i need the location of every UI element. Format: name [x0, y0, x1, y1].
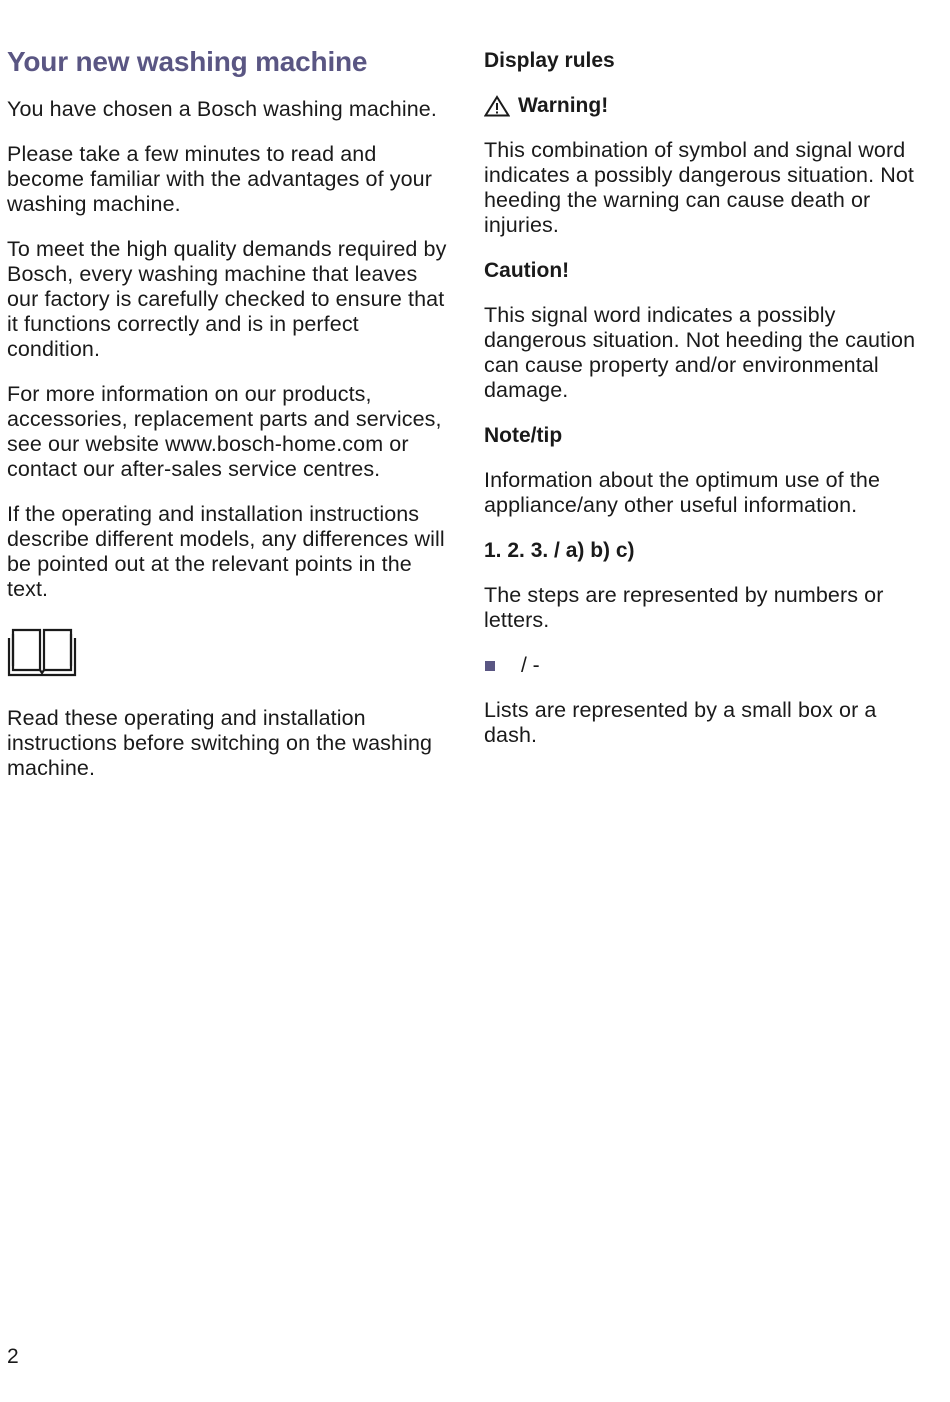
models-paragraph: If the operating and installation instructions describe different models, any differences will be pointed out at the relevant points in the text.: [7, 502, 445, 601]
steps-text: The steps are represented by numbers or letters.: [484, 583, 884, 632]
list-box-icon: [485, 661, 495, 671]
read-instructions-note: Read these operating and installation instructions before switching on the washing machine.: [7, 706, 433, 780]
display-rules-heading: Display rules: [484, 49, 615, 72]
page-title: Your new washing machine: [7, 46, 368, 77]
note-text: Information about the optimum use of the appliance/any other useful information.: [484, 468, 881, 517]
quality-paragraph: To meet the high quality demands required by Bosch, every washing machine that leaves our factory is carefully checked to ensure that it functions correctly and is in perfect condition.: [7, 237, 447, 361]
book-icon: [7, 626, 77, 678]
familiar-paragraph: Please take a few minutes to read and become familiar with the advantages of your washing machine.: [7, 142, 432, 216]
list-text: Lists are represented by a small box or a dash.: [484, 698, 877, 747]
warning-heading: [484, 93, 924, 118]
list-symbols: [484, 653, 924, 678]
caution-heading: Caution!: [484, 259, 570, 282]
warning-label: Warning!: [518, 94, 609, 117]
list-dash-symbol: / -: [521, 654, 540, 677]
left-column: [7, 44, 447, 781]
right-column: [484, 44, 924, 748]
page-number: 2: [7, 1345, 19, 1368]
warning-text: This combination of symbol and signal word indicates a possibly dangerous situation. Not heeding the warning can cause death or injuries.: [484, 138, 914, 237]
caution-text: This signal word indicates a possibly dangerous situation. Not heeding the caution can cause property and/or environmental damage.: [484, 303, 916, 402]
warning-triangle-icon: [484, 95, 510, 117]
intro-paragraph: You have chosen a Bosch washing machine.: [7, 97, 437, 121]
information-paragraph: For more information on our products, accessories, replacement parts and services, see our website www.bosch-home.com or contact our after-sales service centres.: [7, 382, 442, 481]
note-heading: Note/tip: [484, 424, 563, 447]
steps-heading: 1. 2. 3. / a) b) c): [484, 539, 635, 562]
